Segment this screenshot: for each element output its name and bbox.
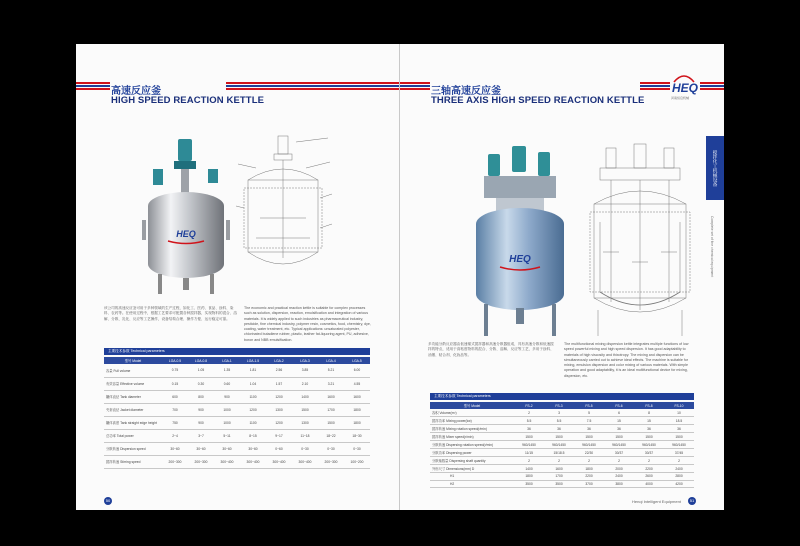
row-label: 罐体直径 Tank diameter [104,390,162,403]
table-row [430,409,694,417]
table-cell: 1100 [240,390,266,403]
table-cell: 2 [634,457,664,465]
table-cell: 960/1450 [514,441,544,449]
table-cell: 1700 [544,473,574,481]
row-label: 搅拌转速 Mixing rotation speed(r/min) [430,425,514,433]
table-cell: 1000 [214,403,240,416]
table-cell: 1500 [514,433,544,441]
page-title-en: THREE AXIS HIGH SPEED REACTION KETTLE [431,95,645,106]
table-cell: 2200 [634,465,664,473]
table-cell: 15 [634,417,664,425]
table-cell: 300~400 [214,455,240,468]
table-cell: 8 [634,409,664,417]
table-cell: 11/15 [514,449,544,457]
table-cell: 3.21 [318,377,344,390]
column-header: FS-5 [574,402,604,409]
table-row [104,429,370,442]
table-cell: 4200 [664,480,694,488]
row-label: 分散功率 Dispersing power [430,449,514,457]
row-label: H2 [430,480,514,488]
table-cell: 8~15 [240,429,266,442]
three-axis-kettle-photo [466,146,574,344]
table-cell: 1000 [214,416,240,429]
table-cell: 1500 [574,433,604,441]
table-cell: 1500 [634,433,664,441]
table-cell: 1500 [664,433,694,441]
table-cell: 3800 [604,480,634,488]
table-cell: 5 [574,409,604,417]
table-cell: 200~300 [188,455,214,468]
column-header: 型号 Model [104,357,162,364]
table-cell: 600 [162,390,188,403]
column-header: LGA-3 [292,357,318,364]
column-header: LGA-0.5 [162,357,188,364]
table-cell: 36 [544,425,574,433]
table-cell: 100~200 [344,455,370,468]
left-page [76,44,400,510]
table-cell: 200~300 [318,455,344,468]
table-row [104,442,370,455]
table-cell: 36 [574,425,604,433]
table-cell: 0~60 [266,442,292,455]
table-cell: 5~11 [214,429,240,442]
table-cell: 10 [664,409,694,417]
table-cell: 11~18 [292,429,318,442]
row-label: 夹套直径 Jacket diameter [104,403,162,416]
table-cell: 3500 [514,480,544,488]
table-cell: 36 [514,425,544,433]
kettle-brand-mark: HEQ [176,229,196,239]
table-cell: 2~4 [162,429,188,442]
table-row [104,416,370,429]
page-number: 50 [105,498,111,503]
column-header: LGA-1.5 [240,357,266,364]
table-cell: 900 [214,390,240,403]
table-cell: 0~30 [292,442,318,455]
table-cell: 7.5 [574,417,604,425]
table-cell: 1500 [292,403,318,416]
row-label: 分散轴数量 Dispersing shaft quantity [430,457,514,465]
table-cell: 1300 [266,403,292,416]
table-cell: 1.05 [188,364,214,377]
row-label: 有效容量 Effective volume [104,377,162,390]
footer-text: Henqi Intelligent Equipment [632,499,681,504]
table-cell: 2200 [574,473,604,481]
table-cell: 30~60 [214,442,240,455]
table-cell: 2400 [664,465,694,473]
table-cell: 15/18.5 [544,449,574,457]
table-row [430,449,694,457]
table-cell: 1400 [292,390,318,403]
table-cell: 1600 [544,465,574,473]
table-cell: 1200 [240,403,266,416]
table-cell: 960/1450 [664,441,694,449]
table-cell: 30/37 [634,449,664,457]
table-title: 主要技术参数 Technical parameters [104,348,370,355]
table-cell: 1400 [514,465,544,473]
table-cell: 1.35 [214,364,240,377]
description-cn: 多功能分散反应器由低速锚式搅拌器和高速分散器组成，具有高速分散和低速搅拌的特点，适用于高粘度物料的混合、分散、溶解、反应等工艺，多用于涂料、油墨、粘合剂、化妆品等。 [428,342,554,357]
technical-drawing [236,128,334,278]
spec-table-right [430,402,694,488]
column-header: 型号 Model [430,402,514,409]
table-row [430,457,694,465]
brand-caption: 河南恒启机械 [671,96,690,100]
row-label: 分散转速 Dispersion speed [104,442,162,455]
stripe-decoration [400,82,430,93]
table-row [430,480,694,488]
stripe-decoration [700,82,724,93]
table-cell: 9~17 [266,429,292,442]
table-cell: 0.60 [214,377,240,390]
row-label: H1 [430,473,514,481]
table-cell: 3.85 [292,364,318,377]
table-cell: 4000 [634,480,664,488]
table-cell: 30~60 [188,442,214,455]
table-row [104,377,370,390]
row-label: 容量 Full volume [104,364,162,377]
page-number: 51 [689,498,695,503]
table-cell: 3 [544,409,574,417]
stripe-decoration [76,82,110,93]
table-cell: 1800 [344,403,370,416]
table-cell: 1800 [514,473,544,481]
table-cell: 960/1450 [604,441,634,449]
table-cell: 0~30 [344,442,370,455]
table-cell: 1300 [292,416,318,429]
table-cell: 0.75 [162,364,188,377]
table-row [104,403,370,416]
table-cell: 1.57 [266,377,292,390]
table-cell: 1.81 [240,364,266,377]
row-label: 总功率 Total power [104,429,162,442]
row-label: 外形尺寸 Dimensions(mm) D [430,465,514,473]
table-cell: 300~400 [292,455,318,468]
column-header: LGA-2 [266,357,292,364]
page-title-cn: 高速反应釜 [111,86,161,97]
table-cell: 0~30 [318,442,344,455]
table-title: 主要技术参数 Technical parameters [430,393,694,400]
table-row [104,455,370,468]
table-row [430,433,694,441]
page-title-cn: 三轴高速反应釜 [431,86,501,97]
table-cell: 1500 [544,433,574,441]
table-cell: 2 [514,409,544,417]
section-side-tab: 搅拌化工机械设备 [706,136,724,200]
description-en: The multifunctional mixing dispersion kettle integrates multiple functions of low speed powerful mixing and high speed dispersion. It has good adaptability to materials of high viscosity and thixotropy. The mixing and dispersion can be simultaneously carried out to achieve ideal effects. The machine is suitable for mixing, emulsion dispersion and color mixing of various materials. With simple operation and good adaptability, it is an ideal multifunctional device for mixing, dispersion, etc. [564,342,689,378]
table-cell: 1200 [266,390,292,403]
kettle-photo [138,134,234,304]
column-header: LGA-1 [214,357,240,364]
column-header: LGA-0.8 [188,357,214,364]
table-cell: 3500 [544,480,574,488]
stripe-decoration [226,82,400,93]
table-cell: 3~7 [188,429,214,442]
table-cell: 2 [604,457,634,465]
table-cell: 800 [188,390,214,403]
column-header: FS-8 [634,402,664,409]
table-cell: 1600 [344,390,370,403]
table-cell: 30~60 [162,442,188,455]
table-cell: 750 [162,416,188,429]
table-cell: 22/30 [574,449,604,457]
table-cell: 700 [162,403,188,416]
column-header: LGA-4 [318,357,344,364]
table-cell: 30~60 [240,442,266,455]
table-cell: 0.30 [188,377,214,390]
table-cell: 37/45 [664,449,694,457]
row-label: 容积 Volume(m³) [430,409,514,417]
table-cell: 1500 [318,416,344,429]
column-header: FS-3 [544,402,574,409]
table-row [430,417,694,425]
table-cell: 2 [664,457,694,465]
table-row [430,425,694,433]
table-cell: 2800 [664,473,694,481]
table-cell: 2600 [634,473,664,481]
brand-logo: HEQ [672,81,699,95]
table-cell: 5.21 [318,364,344,377]
table-cell: 2.56 [266,364,292,377]
table-cell: 3700 [574,480,604,488]
column-header: FS-10 [664,402,694,409]
table-cell: 960/1450 [544,441,574,449]
table-cell: 6 [604,409,634,417]
table-cell: 200~300 [162,455,188,468]
table-cell: 2400 [604,473,634,481]
page-title-en: HIGH SPEED REACTION KETTLE [111,95,265,106]
table-cell: 1600 [318,390,344,403]
kettle-brand-mark: HEQ [509,254,531,265]
table-cell: 2.10 [292,377,318,390]
table-row [430,441,694,449]
table-cell: 1800 [344,416,370,429]
table-cell: 36 [664,425,694,433]
table-cell: 1100 [240,416,266,429]
table-cell: 0.15 [162,377,188,390]
table-cell: 1200 [266,416,292,429]
table-cell: 2000 [604,465,634,473]
table-row [104,390,370,403]
right-page [400,44,724,510]
column-header: FS-2 [514,402,544,409]
table-cell: 900 [188,416,214,429]
table-cell: 1800 [574,465,604,473]
section-side-subtitle: Complete set of fine chemical equipment [710,216,714,278]
table-cell: 2 [574,457,604,465]
table-cell: 18~30 [344,429,370,442]
table-row [430,465,694,473]
table-cell: 300~400 [240,455,266,468]
row-label: 搅拌功率 Mixing power(kw) [430,417,514,425]
table-cell: 30/37 [604,449,634,457]
table-cell: 2 [514,457,544,465]
table-cell: 18~22 [318,429,344,442]
stripe-decoration [640,82,670,93]
description-en: The economic and practical reaction kettle is suitable for complex processes such as solution, dispersion, reaction, emulsification and integration of various materials. It is widely applied to such industries as pharmaceutical industry, pesticide, fine chemical industry, polymer resin, cosmetics, food, chemistry, dye, coating, water treatment, etc. Typical applications: unsaturated polyester, chlorinated butadiene rubber, plastic, leather fat-liquoring agent, PU, adhesive, boron and NBB emulsification. [244,306,371,342]
table-cell: 18.5 [664,417,694,425]
column-header: FS-6 [604,402,634,409]
technical-drawing [586,142,694,338]
row-label: 搅拌转速 Stirring speed [104,455,162,468]
table-cell: 36 [634,425,664,433]
table-cell: 6.00 [344,364,370,377]
row-label: 罐体高度 Tank straight edge height [104,416,162,429]
table-row [104,364,370,377]
table-cell: 5.5 [544,417,574,425]
table-cell: 2 [544,457,574,465]
table-cell: 36 [604,425,634,433]
column-header: LGA-5 [344,357,370,364]
table-cell: 1500 [604,433,634,441]
table-cell: 1700 [318,403,344,416]
description-cn: 该公司的高速反应釜可用于多种领域的生产过程，如化工、医药、食品、涂料、染料、农药等。在使用过程中，根据工艺要求可配置各种搅拌器，实现物料的混合、溶解、分散、乳化、反应等工艺操作，设备结构合理、操作方便、运行稳定可靠。 [104,306,237,321]
table-cell: 5.5 [514,417,544,425]
row-label: 搅拌转速 Mixer speed(r/min) [430,433,514,441]
row-label: 分散转速 Dispersing rotation speed(r/min) [430,441,514,449]
table-cell: 960/1450 [574,441,604,449]
table-cell: 960/1450 [634,441,664,449]
spec-table-left [104,357,370,469]
table-cell: 300~400 [266,455,292,468]
table-cell: 900 [188,403,214,416]
table-row [430,473,694,481]
table-cell: 1.04 [240,377,266,390]
table-cell: 15 [604,417,634,425]
table-cell: 4.55 [344,377,370,390]
